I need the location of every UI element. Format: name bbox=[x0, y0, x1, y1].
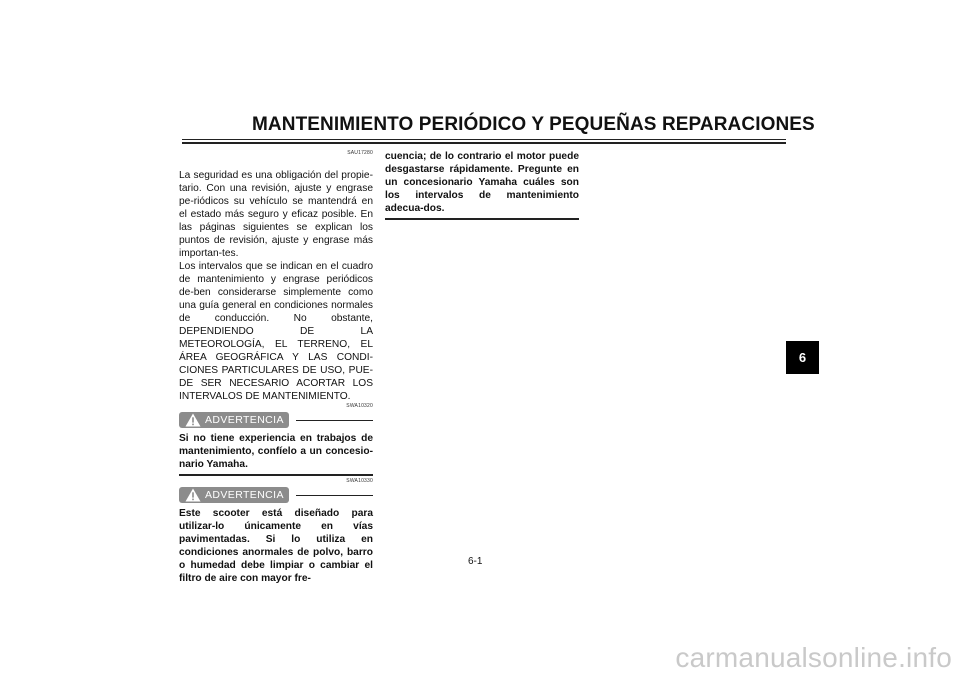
warning-1-code: SWA10320 bbox=[346, 403, 373, 409]
warning-1-badge bbox=[179, 412, 289, 428]
title-rule-thick bbox=[182, 142, 786, 144]
warning-2-code: SWA10330 bbox=[346, 478, 373, 484]
title-rule-thin bbox=[182, 139, 786, 140]
page-number: 6-1 bbox=[468, 556, 483, 567]
watermark: carmanualsonline.info bbox=[675, 642, 952, 673]
warning-triangle-icon bbox=[185, 488, 201, 502]
warning-1-rule bbox=[296, 420, 373, 421]
warning-2-text-right: cuencia; de lo contrario el motor puede desgastarse rápidamente. Pregunte en un concesionario Yamaha cuáles son los intervalos de mantenimiento adecua-dos. bbox=[385, 151, 579, 214]
warning-1-header bbox=[179, 410, 373, 430]
warning-2-rule bbox=[296, 495, 373, 496]
warning-1-label: ADVERTENCIA bbox=[205, 414, 284, 426]
warning-2-end-rule bbox=[385, 218, 579, 220]
warning-2-text-left: Este scooter está diseñado para utilizar-lo únicamente en vías pavimentadas. Si lo utiliza en condiciones anormales de polvo, barro o humedad debe limpiar o cambiar el filtro de aire con mayor fre- bbox=[179, 508, 373, 584]
right-column bbox=[385, 150, 579, 220]
intro-paragraph-1: La seguridad es una obligación del propie-tario. Con una revisión, ajuste y engrase pe-riódicos su vehículo se mantendrá en el estado más seguro y eficaz posible. En las páginas siguientes se explican los puntos de revisión, ajuste y engrase más importan-tes. bbox=[179, 170, 373, 259]
left-column bbox=[179, 150, 373, 585]
intro-paragraph-2: Los intervalos que se indican en el cuadro de mantenimiento y engrase periódicos de-ben considerarse simplemente como una guía general en condiciones normales de conducción. No obstante, DEPENDIENDO DE LA METEOROLOGÍA, EL TERRENO, EL ÁREA GEOGRÁFICA Y LAS CONDI-CIONES PARTICULARES DE USO, PUE-DE SER NECESARIO ACORTAR LOS INTERVALOS DE MANTENIMIENTO. bbox=[179, 261, 373, 402]
warning-2-header bbox=[179, 485, 373, 505]
warning-2-label: ADVERTENCIA bbox=[205, 489, 284, 501]
warning-1-text: Si no tiene experiencia en trabajos de mantenimiento, confíelo a un concesio-nario Yamaha. bbox=[179, 433, 373, 470]
page-title: MANTENIMIENTO PERIÓDICO Y PEQUEÑAS REPARACIONES bbox=[252, 114, 815, 135]
warning-2-badge bbox=[179, 487, 289, 503]
warning-triangle-icon bbox=[185, 413, 201, 427]
chapter-tab: 6 bbox=[786, 341, 819, 374]
warning-1-end-rule bbox=[179, 474, 373, 476]
section-code: SAU17280 bbox=[347, 150, 373, 156]
